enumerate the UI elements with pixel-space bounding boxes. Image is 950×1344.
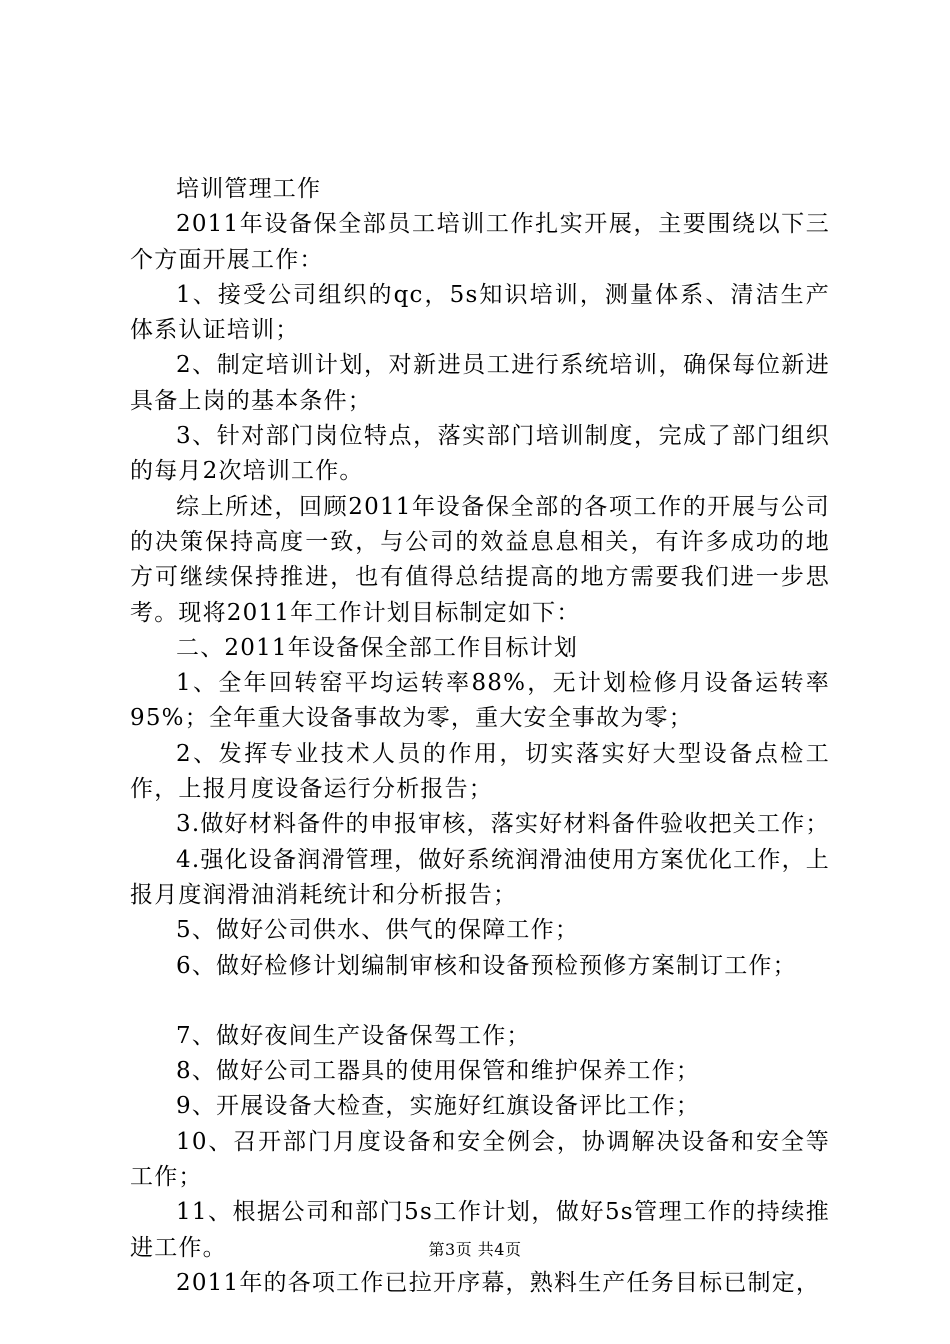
section-heading-goals: 二、2011年设备保全部工作目标计划: [176, 634, 579, 661]
list-item-goal-7: 7、做好夜间生产设备保驾工作；: [176, 1022, 531, 1049]
list-item-goal-6: 6、做好检修计划编制审核和设备预检预修方案制订工作；: [176, 952, 797, 979]
section-heading-training: 培训管理工作: [176, 176, 322, 202]
list-item-goal-4: 4.强化设备润滑管理，做好系统润滑油使用方案优化工作，上报月度润滑油消耗统计和分析报告；: [130, 846, 830, 908]
list-item-goal-5: 5、做好公司供水、供气的保障工作；: [176, 917, 580, 944]
page-footer: [0, 1240, 950, 1260]
document-body: [130, 172, 830, 1301]
list-item-goal-8: 8、做好公司工器具的使用保管和维护保养工作；: [176, 1058, 701, 1085]
list-item-training-2: 2、制定培训计划，对新进员工进行系统培训，确保每位新进具备上岗的基本条件；: [130, 352, 830, 414]
page-number-label: 第3页 共4页: [428, 1240, 522, 1259]
list-item-goal-11: 11、根据公司和部门5s工作计划，做好5s管理工作的持续推进工作。: [130, 1199, 830, 1261]
list-item-goal-2: 2、发挥专业技术人员的作用，切实落实好大型设备点检工作，上报月度设备运行分析报告；: [130, 740, 830, 803]
list-item-goal-1: 1、全年回转窑平均运转率88%，无计划检修月设备运转率95%；全年重大设备事故为零，重大安全事故为零；: [130, 670, 830, 732]
list-item-goal-10: 10、召开部门月度设备和安全例会，协调解决设备和安全等工作；: [130, 1128, 830, 1191]
list-item-goal-9: 9、开展设备大检查，实施好红旗设备评比工作；: [176, 1093, 701, 1120]
paragraph-summary: 综上所述，回顾2011年设备保全部的各项工作的开展与公司的决策保持高度一致，与公司的效益息息相关，有许多成功的地方可继续保持推进，也有值得总结提高的地方需要我们进一步思考。现将2011年工作计划目标制定如下：: [130, 493, 830, 626]
paragraph-training-intro: 2011年设备保全部员工培训工作扎实开展，主要围绕以下三个方面开展工作：: [130, 211, 830, 273]
list-item-training-3: 3、针对部门岗位特点，落实部门培训制度，完成了部门组织的每月2次培训工作。: [130, 423, 830, 485]
list-item-training-1: 1、接受公司组织的qc，5s知识培训，测量体系、清洁生产体系认证培训；: [130, 281, 830, 344]
list-item-goal-3: 3.做好材料备件的申报审核，落实好材料备件验收把关工作；: [176, 811, 830, 838]
paragraph-closing: 2011年的各项工作已拉开序幕，熟料生产任务目标已制定，: [176, 1269, 821, 1296]
